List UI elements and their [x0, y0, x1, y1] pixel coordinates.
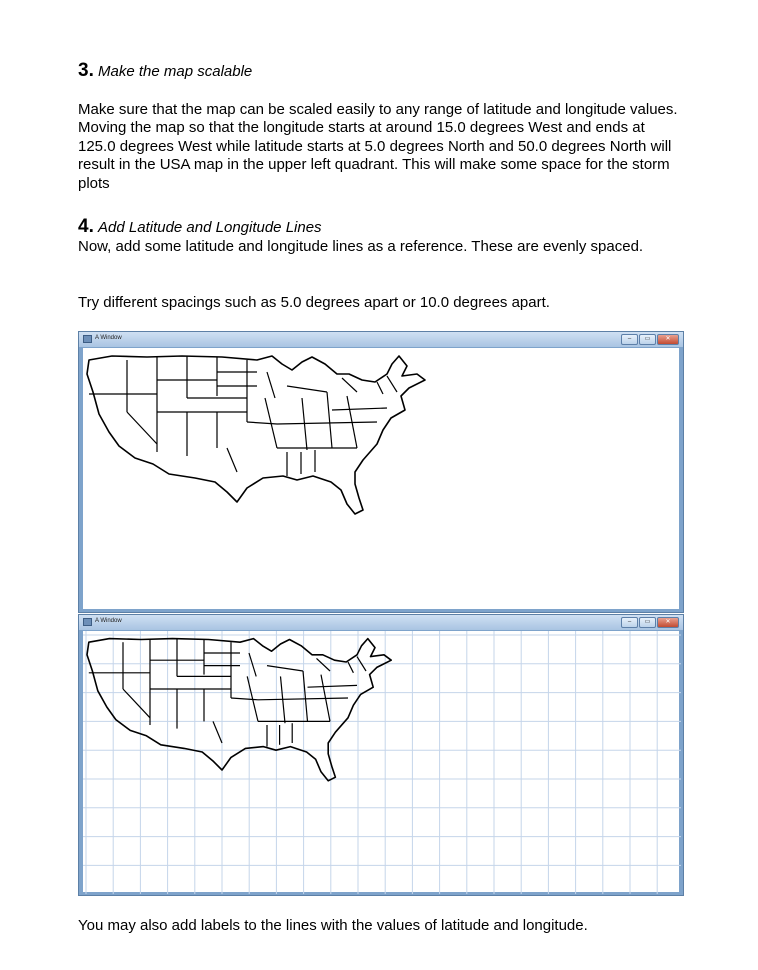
state-border	[342, 378, 357, 392]
state-border	[287, 386, 327, 392]
state-border	[231, 698, 258, 700]
section-4-heading	[78, 216, 322, 238]
usa-map-2-with-grid	[83, 631, 681, 894]
usa-map-1	[83, 348, 681, 611]
state-border	[377, 382, 383, 394]
map-window-1	[78, 331, 684, 613]
state-border	[387, 376, 397, 392]
section-4-body-1: Now, add some latitude and longitude lines as a reference. These are evenly spaced.	[78, 238, 644, 255]
window-2-titlebar[interactable]	[79, 615, 683, 630]
window-1-canvas	[83, 348, 679, 609]
maximize-icon[interactable]: ▭	[639, 334, 656, 345]
state-border	[277, 422, 377, 424]
state-border	[327, 392, 332, 448]
window-1-title: A Window	[95, 335, 122, 341]
section-4-number: 4.	[78, 216, 94, 237]
close-icon[interactable]: ✕	[657, 334, 679, 345]
maximize-icon[interactable]: ▭	[639, 617, 656, 628]
state-border	[267, 666, 303, 671]
state-border	[123, 689, 150, 718]
state-border	[249, 653, 256, 676]
minimize-icon[interactable]: –	[621, 334, 638, 345]
state-border	[267, 372, 275, 398]
window-1-titlebar[interactable]	[79, 332, 683, 347]
usa-outline	[87, 639, 391, 781]
state-border	[227, 448, 237, 472]
section-3-heading	[78, 60, 252, 82]
state-border	[247, 422, 277, 424]
window-app-icon	[83, 335, 92, 343]
state-border	[308, 685, 358, 687]
state-border	[317, 658, 331, 671]
section-3-title: Make the map scalable	[98, 63, 253, 80]
section-4-body-2: Try different spacings such as 5.0 degrees apart or 10.0 degrees apart.	[78, 294, 550, 311]
window-app-icon	[83, 618, 92, 626]
usa-states-outline-scaled	[87, 639, 391, 781]
section-4-title: Add Latitude and Longitude Lines	[98, 219, 322, 236]
state-border	[332, 408, 387, 410]
close-icon[interactable]: ✕	[657, 617, 679, 628]
window-2-title: A Window	[95, 618, 122, 624]
state-border	[127, 412, 157, 444]
state-border	[258, 698, 348, 700]
state-border	[213, 721, 222, 743]
window-2-canvas	[83, 631, 679, 892]
section-3-number: 3.	[78, 60, 94, 81]
map-window-2	[78, 614, 684, 896]
usa-outline	[87, 356, 425, 514]
section-3-body: Make sure that the map can be scaled easily to any range of latitude and longitude values. Moving the map so that the longitude starts at around 15.0 degrees West and ends at 125.0 degrees West while latitude starts at 5.0 degrees North and 50.0 degrees North will result in the USA map in the upper left quadrant. This will make some space for the storm plots	[78, 101, 678, 192]
footer-text: You may also add labels to the lines with the values of latitude and longitude.	[78, 917, 588, 934]
usa-states-outline	[87, 356, 425, 514]
minimize-icon[interactable]: –	[621, 617, 638, 628]
